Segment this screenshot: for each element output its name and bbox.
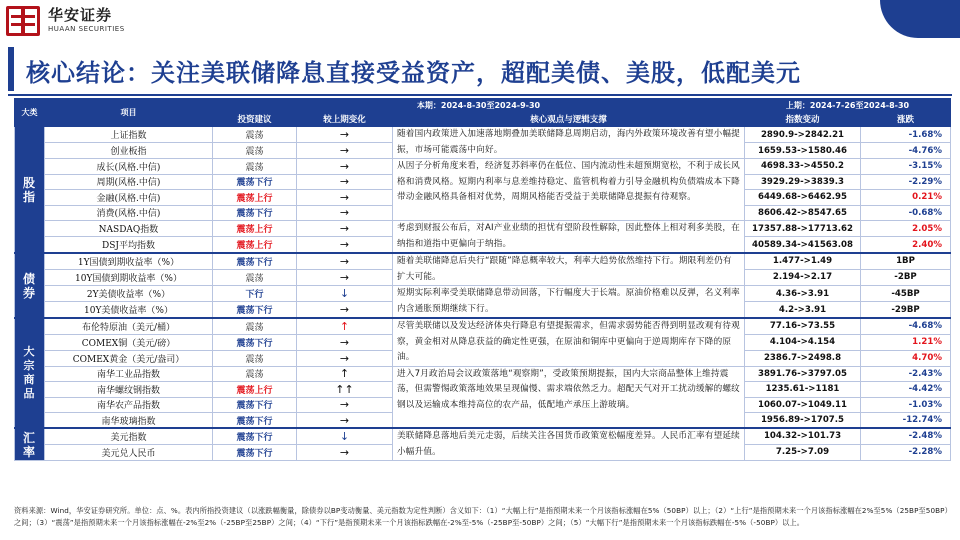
- index-move: 1235.61->1181: [745, 382, 861, 398]
- advice-label: 震荡上行: [213, 237, 297, 253]
- table-row: [15, 286, 951, 302]
- view-text: 从因子分析角度来看，经济复苏斜率仍在低位、国内流动性未超预期宽松，不利于成长风格和消费风格。短期内利率与息差维持稳定、监管机构着力引导金融机构负债端成本下降带动金融风格具备相对优势，周期风格能否受益于美联储降息提振有待观察。: [393, 159, 745, 221]
- header-current-period: 本期：2024-8-30至2024-9-30: [213, 99, 745, 112]
- category-cell: 股指: [15, 127, 45, 254]
- item-name: 成长(风格.中信): [45, 159, 213, 175]
- index-move: 104.32->101.73: [745, 428, 861, 444]
- pct-change: -0.68%: [861, 205, 951, 221]
- advice-label: 震荡: [213, 350, 297, 366]
- index-move: 1956.89->1707.5: [745, 413, 861, 429]
- view-text: 考虑到财报公布后，对AI产业业绩的担忧有望阶段性解除，因此整体上相对利多美股，在纳指和道指中更偏向于纳指。: [393, 221, 745, 254]
- page-title: 核心结论：关注美联储降息直接受益资产，超配美债、美股，低配美元: [26, 59, 801, 87]
- index-move: 1060.07->1049.11: [745, 397, 861, 413]
- item-name: 美元指数: [45, 428, 213, 444]
- divider: [8, 94, 952, 96]
- table-row: [15, 221, 951, 237]
- header-category: 大类: [15, 99, 45, 127]
- index-move: 3891.76->3797.05: [745, 366, 861, 382]
- header-index-move: 指数变动: [745, 112, 861, 127]
- change-arrow-icon: →: [297, 444, 393, 460]
- view-text: 随着美联储降息后央行“跟随”降息概率较大，利率大趋势依然维持下行。期限利差仍有扩大可能。: [393, 253, 745, 286]
- index-move: 2386.7->2498.8: [745, 350, 861, 366]
- title-bar: [8, 45, 952, 93]
- header-view: 核心观点与逻辑支撑: [393, 112, 745, 127]
- item-name: 上证指数: [45, 127, 213, 143]
- pct-change: 1BP: [861, 253, 951, 269]
- change-arrow-icon: →: [297, 205, 393, 221]
- item-name: DSJ平均指数: [45, 237, 213, 253]
- pct-change: 1.21%: [861, 334, 951, 350]
- pct-change: -4.76%: [861, 143, 951, 159]
- item-name: 南华玻璃指数: [45, 413, 213, 429]
- advice-label: 震荡: [213, 159, 297, 175]
- item-name: 布伦特原油（美元/桶）: [45, 318, 213, 334]
- advice-label: 震荡: [213, 127, 297, 143]
- index-move: 4698.33->4550.2: [745, 159, 861, 175]
- change-arrow-icon: ↑: [297, 366, 393, 382]
- change-arrow-icon: →: [297, 143, 393, 159]
- item-name: COMEX铜（美元/磅）: [45, 334, 213, 350]
- item-name: 10Y美债收益率（%）: [45, 302, 213, 318]
- change-arrow-icon: →: [297, 350, 393, 366]
- index-move: 2.194->2.17: [745, 269, 861, 285]
- item-name: 1Y国债到期收益率（%）: [45, 253, 213, 269]
- pct-change: -4.68%: [861, 318, 951, 334]
- index-move: 1.477->1.49: [745, 253, 861, 269]
- index-move: 17357.88->17713.62: [745, 221, 861, 237]
- advice-label: 震荡下行: [213, 413, 297, 429]
- category-cell: 债券: [15, 253, 45, 318]
- change-arrow-icon: ↑: [297, 318, 393, 334]
- index-move: 77.16->73.55: [745, 318, 861, 334]
- index-move: 1659.53->1580.46: [745, 143, 861, 159]
- index-move: 7.25->7.09: [745, 444, 861, 460]
- category-cell: 汇率: [15, 428, 45, 461]
- item-name: 美元兑人民币: [45, 444, 213, 460]
- advice-label: 震荡下行: [213, 428, 297, 444]
- item-name: 消费(风格.中信): [45, 205, 213, 221]
- table-row: [15, 318, 951, 334]
- change-arrow-icon: ↓: [297, 286, 393, 302]
- change-arrow-icon: →: [297, 253, 393, 269]
- pct-change: -12.74%: [861, 413, 951, 429]
- change-arrow-icon: →: [297, 334, 393, 350]
- brand-name: 华安证券: [48, 6, 113, 24]
- index-move: 6449.68->6462.95: [745, 190, 861, 206]
- advice-label: 震荡: [213, 318, 297, 334]
- index-move: 40589.34->41563.08: [745, 237, 861, 253]
- change-arrow-icon: →: [297, 269, 393, 285]
- advice-label: 震荡: [213, 366, 297, 382]
- index-move: 3929.29->3839.3: [745, 174, 861, 190]
- change-arrow-icon: →: [297, 190, 393, 206]
- index-move: 8606.42->8547.65: [745, 205, 861, 221]
- pct-change: 4.70%: [861, 350, 951, 366]
- title-accent: [8, 47, 14, 91]
- table-body: [15, 127, 951, 461]
- item-name: COMEX黄金（美元/盎司）: [45, 350, 213, 366]
- change-arrow-icon: →: [297, 413, 393, 429]
- table-row: [15, 366, 951, 382]
- change-arrow-icon: →: [297, 397, 393, 413]
- advice-label: 下行: [213, 286, 297, 302]
- change-arrow-icon: →: [297, 221, 393, 237]
- table-row: [15, 253, 951, 269]
- advice-label: 震荡上行: [213, 221, 297, 237]
- view-text: 进入7月政治局会议政策落地“观察期”，受政策预期提振，国内大宗商品整体上维持震荡，但需警惕政策落地效果呈现偏慢、需求端依然乏力。超配天气对开工扰动缓解的螺纹钢以及运输成本维持高位的农产品，低配地产承压上游玻璃。: [393, 366, 745, 428]
- change-arrow-icon: →: [297, 237, 393, 253]
- change-arrow-icon: →: [297, 127, 393, 143]
- header-row-1: [15, 99, 951, 112]
- pct-change: -2.48%: [861, 428, 951, 444]
- advice-label: 震荡下行: [213, 174, 297, 190]
- pct-change: -2BP: [861, 269, 951, 285]
- change-arrow-icon: →: [297, 174, 393, 190]
- advice-label: 震荡下行: [213, 397, 297, 413]
- change-arrow-icon: ↑↑: [297, 382, 393, 398]
- brand-logo-icon: [6, 6, 40, 36]
- item-name: 南华工业品指数: [45, 366, 213, 382]
- index-move: 4.104->4.154: [745, 334, 861, 350]
- corner-decoration: [880, 0, 960, 38]
- item-name: 2Y美债收益率（%）: [45, 286, 213, 302]
- top-bar: [0, 0, 960, 40]
- pct-change: -4.42%: [861, 382, 951, 398]
- change-arrow-icon: ↓: [297, 428, 393, 444]
- advice-label: 震荡下行: [213, 334, 297, 350]
- pct-change: -29BP: [861, 302, 951, 318]
- item-name: 南华农产品指数: [45, 397, 213, 413]
- item-name: 10Y国债到期收益率（%）: [45, 269, 213, 285]
- view-text: 短期实际利率受美联储降息带动回落，下行幅度大于长端。原油价格难以反弹，名义利率内含通胀预期继续下行。: [393, 286, 745, 319]
- pct-change: 2.40%: [861, 237, 951, 253]
- advice-label: 震荡下行: [213, 444, 297, 460]
- advice-label: 震荡下行: [213, 205, 297, 221]
- pct-change: -3.15%: [861, 159, 951, 175]
- change-arrow-icon: →: [297, 302, 393, 318]
- advice-label: 震荡下行: [213, 253, 297, 269]
- view-text: 随着国内政策进入加速落地期叠加美联储降息周期启动，海内外政策环境改善有望小幅提振，市场可能震荡中向好。: [393, 127, 745, 159]
- pct-change: -1.03%: [861, 397, 951, 413]
- header-pct: 涨跌: [861, 112, 951, 127]
- asset-allocation-table: [14, 98, 951, 461]
- header-prev-period: 上期：2024-7-26至2024-8-30: [745, 99, 951, 112]
- item-name: 金融(风格.中信): [45, 190, 213, 206]
- advice-label: 震荡上行: [213, 382, 297, 398]
- change-arrow-icon: →: [297, 159, 393, 175]
- item-name: 周期(风格.中信): [45, 174, 213, 190]
- header-item: 项目: [45, 99, 213, 127]
- pct-change: -2.43%: [861, 366, 951, 382]
- footnote: 资料来源：Wind，华安证券研究所。单位：点、%。表内所指投资建议（以涨跌幅衡量，除债券以BP变动衡量、美元指数为定性判断）含义如下：（1）“大幅上行”是指预期未来一个月该指标涨幅在5%（50BP）以上；（2）“上行”是指预期未来一个月该指标涨幅在2%至5%（25BP至50BP）之间；（3）“震荡”是指预期未来一个月该指标涨幅在-2%至2%（-25BP至25BP）之间；（4）“下行”是指预期未来一个月该指标跌幅在-2%至-5%（-25BP至-50BP）之间；（5）“大幅下行”是指预期未来一个月该指标跌幅在-5%（-50BP）以上。: [14, 506, 949, 527]
- view-text: 尽管美联储以及发达经济体央行降息有望提振需求，但需求弱势能否得到明显改观有待观察，黄金相对从降息获益的确定性更强，在原油和铜库中更偏向于逆周期库存下降的原油。: [393, 318, 745, 366]
- brand-name-en: HUAAN SECURITIES: [48, 25, 125, 33]
- item-name: NASDAQ指数: [45, 221, 213, 237]
- advice-label: 震荡: [213, 143, 297, 159]
- category-cell: 大宗商品: [15, 318, 45, 428]
- advice-label: 震荡上行: [213, 190, 297, 206]
- view-text: 美联储降息落地后美元走弱，后续关注各国货币政策宽松幅度差异。人民币汇率有望延续小幅升值。: [393, 428, 745, 461]
- advice-label: 震荡: [213, 269, 297, 285]
- table-row: [15, 159, 951, 175]
- pct-change: 0.21%: [861, 190, 951, 206]
- index-move: 4.36->3.91: [745, 286, 861, 302]
- table-row: [15, 127, 951, 143]
- table-row: [15, 428, 951, 444]
- header-advice: 投资建议: [213, 112, 297, 127]
- pct-change: -2.28%: [861, 444, 951, 460]
- header-change: 较上期变化: [297, 112, 393, 127]
- pct-change: 2.05%: [861, 221, 951, 237]
- index-move: 4.2->3.91: [745, 302, 861, 318]
- advice-label: 震荡下行: [213, 302, 297, 318]
- pct-change: -45BP: [861, 286, 951, 302]
- item-name: 创业板指: [45, 143, 213, 159]
- pct-change: -1.68%: [861, 127, 951, 143]
- item-name: 南华螺纹钢指数: [45, 382, 213, 398]
- index-move: 2890.9->2842.21: [745, 127, 861, 143]
- pct-change: -2.29%: [861, 174, 951, 190]
